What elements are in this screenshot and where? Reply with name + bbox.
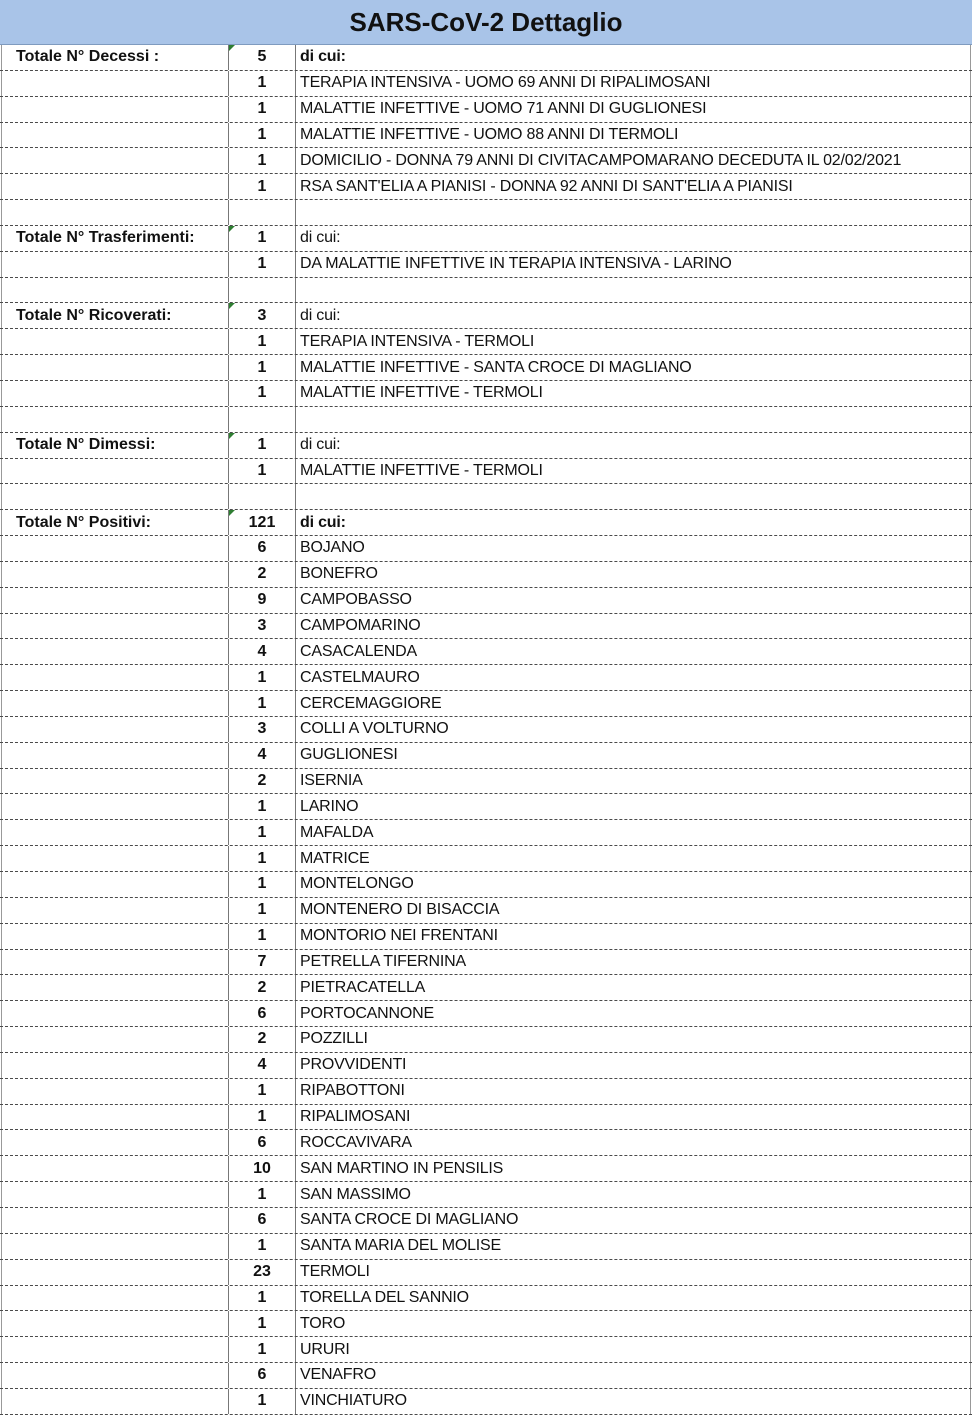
empty-cell (0, 769, 228, 794)
cell-border (295, 407, 296, 432)
table-row (0, 459, 972, 485)
row-description: SANTA CROCE DI MAGLIANO (300, 1211, 519, 1229)
row-description: MALATTIE INFETTIVE - TERMOLI (300, 461, 543, 479)
table-row (0, 381, 972, 407)
section-label: Totale N° Trasferimenti: (16, 229, 195, 247)
section-label: Totale N° Dimessi: (16, 436, 156, 454)
row-count: 6 (257, 1133, 267, 1151)
empty-cell (0, 1079, 228, 1104)
table-row (0, 820, 972, 846)
table-row (0, 1363, 972, 1389)
cell-border (295, 924, 296, 949)
cell-border (295, 665, 296, 690)
cell-border (295, 1130, 296, 1155)
row-count: 10 (253, 1159, 271, 1177)
cell-border (295, 846, 296, 871)
empty-cell (0, 459, 228, 484)
di-cui-label: di cui: (300, 229, 341, 247)
table-row (0, 639, 972, 665)
row-count: 23 (253, 1263, 271, 1281)
cell-border (970, 407, 971, 432)
cell-border (295, 717, 296, 742)
table-row (0, 562, 972, 588)
empty-cell (0, 381, 228, 406)
empty-cell (0, 174, 228, 199)
row-description: COLLI A VOLTURNO (300, 720, 449, 738)
row-description: ROCCAVIVARA (300, 1133, 412, 1151)
table-row (0, 872, 972, 898)
row-description: TERMOLI (300, 1263, 370, 1281)
empty-cell (0, 1234, 228, 1259)
cell-border (228, 407, 229, 432)
di-cui-label: di cui: (300, 436, 341, 454)
row-description: RIPABOTTONI (300, 1082, 405, 1100)
table-row (0, 174, 972, 200)
row-description: POZZILLI (300, 1030, 368, 1048)
table-row (0, 1156, 972, 1182)
table-row (0, 1234, 972, 1260)
table-row (0, 329, 972, 355)
row-description: MONTENERO DI BISACCIA (300, 901, 500, 919)
section-label: Totale N° Decessi : (16, 48, 160, 66)
table-row (0, 355, 972, 381)
row-count: 4 (257, 746, 267, 764)
section-header-row (0, 510, 972, 536)
empty-cell (0, 1105, 228, 1130)
empty-cell (0, 1208, 228, 1233)
cell-border (295, 1234, 296, 1259)
cell-border (295, 1311, 296, 1336)
cell-border (295, 484, 296, 509)
row-count: 1 (257, 1185, 267, 1203)
table-row (0, 1079, 972, 1105)
row-count: 1 (257, 927, 267, 945)
empty-cell (0, 148, 228, 173)
cell-border (295, 1001, 296, 1026)
row-description: MALATTIE INFETTIVE - UOMO 71 ANNI DI GUGLIONESI (300, 100, 707, 118)
row-count: 1 (257, 151, 267, 169)
cell-border (970, 484, 971, 509)
table-row (0, 1286, 972, 1312)
row-count: 1 (257, 1340, 267, 1358)
cell-border (295, 536, 296, 561)
empty-cell (0, 846, 228, 871)
row-description: CAMPOMARINO (300, 616, 421, 634)
empty-cell (0, 1363, 228, 1388)
table-row (0, 665, 972, 691)
row-description: MALATTIE INFETTIVE - TERMOLI (300, 384, 543, 402)
table-row (0, 846, 972, 872)
cell-border (228, 200, 229, 225)
empty-cell (0, 665, 228, 690)
empty-cell (0, 562, 228, 587)
row-count: 1 (257, 901, 267, 919)
row-count: 2 (257, 1030, 267, 1048)
row-count: 2 (257, 772, 267, 790)
cell-border (295, 562, 296, 587)
row-description: MONTELONGO (300, 875, 414, 893)
row-count: 1 (257, 875, 267, 893)
cell-border (295, 1053, 296, 1078)
empty-cell (0, 1389, 228, 1414)
cell-border (295, 820, 296, 845)
row-description: MONTORIO NEI FRENTANI (300, 927, 498, 945)
cell-border (295, 45, 296, 70)
empty-cell (0, 717, 228, 742)
row-count: 1 (257, 849, 267, 867)
cell-border (295, 1182, 296, 1207)
row-count: 6 (257, 1004, 267, 1022)
empty-cell (0, 1156, 228, 1181)
row-count: 1 (257, 1314, 267, 1332)
cell-border (295, 226, 296, 251)
row-count: 4 (257, 642, 267, 660)
di-cui-label: di cui: (300, 306, 341, 324)
section-label: Totale N° Positivi: (16, 513, 152, 531)
row-count: 1 (257, 74, 267, 92)
row-description: CASACALENDA (300, 642, 417, 660)
row-description: CASTELMAURO (300, 668, 420, 686)
row-description: VINCHIATURO (300, 1392, 407, 1410)
empty-cell (0, 1286, 228, 1311)
empty-cell (0, 794, 228, 819)
row-description: PROVVIDENTI (300, 1056, 407, 1074)
cell-border (295, 1105, 296, 1130)
empty-cell (0, 950, 228, 975)
empty-cell (0, 1260, 228, 1285)
row-count: 1 (257, 668, 267, 686)
cell-border (295, 975, 296, 1000)
table-row (0, 975, 972, 1001)
row-count: 1 (257, 1392, 267, 1410)
row-count: 6 (257, 539, 267, 557)
cell-border (295, 303, 296, 328)
cell-border (295, 794, 296, 819)
empty-cell (0, 1311, 228, 1336)
table-row (0, 769, 972, 795)
cell-border (295, 123, 296, 148)
cell-border (295, 588, 296, 613)
row-description: MATRICE (300, 849, 370, 867)
cell-border (295, 252, 296, 277)
row-count: 6 (257, 1211, 267, 1229)
section-header-row (0, 303, 972, 329)
cell-border (295, 278, 296, 303)
row-count: 9 (257, 591, 267, 609)
section-total: 1 (257, 436, 267, 454)
empty-cell (0, 614, 228, 639)
empty-cell (0, 1001, 228, 1026)
row-description: PORTOCANNONE (300, 1004, 434, 1022)
cell-border (295, 174, 296, 199)
empty-cell (0, 329, 228, 354)
empty-cell (0, 975, 228, 1000)
table-row (0, 691, 972, 717)
blank-row (0, 278, 972, 304)
cell-border (295, 1208, 296, 1233)
row-description: TERAPIA INTENSIVA - TERMOLI (300, 332, 535, 350)
cell-border (1, 484, 2, 509)
cell-border (295, 510, 296, 535)
table-row (0, 71, 972, 97)
row-count: 1 (257, 1082, 267, 1100)
row-count: 3 (257, 720, 267, 738)
table-row (0, 1182, 972, 1208)
empty-cell (0, 588, 228, 613)
cell-border (295, 691, 296, 716)
row-count: 1 (257, 384, 267, 402)
empty-cell (0, 71, 228, 96)
row-count: 7 (257, 952, 267, 970)
table-row (0, 1311, 972, 1337)
row-count: 1 (257, 125, 267, 143)
cell-border (1, 407, 2, 432)
table-row (0, 717, 972, 743)
cell-border (228, 484, 229, 509)
row-description: RIPALIMOSANI (300, 1108, 411, 1126)
row-count: 1 (257, 100, 267, 118)
table-row (0, 148, 972, 174)
table-row (0, 97, 972, 123)
empty-cell (0, 1182, 228, 1207)
cell-border (228, 278, 229, 303)
row-count: 1 (257, 332, 267, 350)
row-description: BOJANO (300, 539, 365, 557)
blank-row (0, 200, 972, 226)
empty-cell (0, 1130, 228, 1155)
cell-border (295, 433, 296, 458)
cell-border (295, 148, 296, 173)
table-row (0, 1001, 972, 1027)
row-count: 3 (257, 616, 267, 634)
row-count: 2 (257, 565, 267, 583)
sheet-title: SARS-CoV-2 Dettaglio (0, 0, 972, 45)
empty-cell (0, 743, 228, 768)
empty-cell (0, 1053, 228, 1078)
row-count: 1 (257, 1108, 267, 1126)
cell-border (295, 329, 296, 354)
row-count: 4 (257, 1056, 267, 1074)
cell-border (295, 743, 296, 768)
row-count: 6 (257, 1366, 267, 1384)
table-row (0, 588, 972, 614)
cell-border (295, 1156, 296, 1181)
row-count: 1 (257, 177, 267, 195)
table-row (0, 1105, 972, 1131)
row-description: SANTA MARIA DEL MOLISE (300, 1237, 501, 1255)
table-row (0, 614, 972, 640)
row-description: MALATTIE INFETTIVE - UOMO 88 ANNI DI TERMOLI (300, 125, 679, 143)
row-description: TORO (300, 1314, 346, 1332)
row-description: CAMPOBASSO (300, 591, 412, 609)
section-header-row (0, 226, 972, 252)
table-row (0, 1260, 972, 1286)
cell-border (295, 1337, 296, 1362)
di-cui-label: di cui: (300, 48, 346, 66)
section-total: 1 (257, 229, 267, 247)
row-description: TERAPIA INTENSIVA - UOMO 69 ANNI DI RIPALIMOSANI (300, 74, 711, 92)
table-row (0, 794, 972, 820)
row-count: 1 (257, 358, 267, 376)
row-description: GUGLIONESI (300, 746, 398, 764)
table-row (0, 252, 972, 278)
section-total: 121 (248, 513, 276, 531)
empty-cell (0, 252, 228, 277)
row-count: 1 (257, 694, 267, 712)
section-total: 3 (257, 306, 267, 324)
row-description: SAN MASSIMO (300, 1185, 411, 1203)
cell-border (295, 614, 296, 639)
row-count: 1 (257, 461, 267, 479)
section-label: Totale N° Ricoverati: (16, 306, 172, 324)
empty-cell (0, 1337, 228, 1362)
empty-cell (0, 872, 228, 897)
row-description: PETRELLA TIFERNINA (300, 952, 466, 970)
table-row (0, 1337, 972, 1363)
cell-border (1, 200, 2, 225)
cell-border (295, 769, 296, 794)
cell-border (295, 381, 296, 406)
empty-cell (0, 924, 228, 949)
cell-border (295, 200, 296, 225)
row-description: TORELLA DEL SANNIO (300, 1288, 469, 1306)
empty-cell (0, 536, 228, 561)
section-total: 5 (257, 48, 267, 66)
row-count: 1 (257, 823, 267, 841)
cell-border (970, 200, 971, 225)
table-row (0, 536, 972, 562)
row-count: 1 (257, 255, 267, 273)
table-row (0, 898, 972, 924)
row-description: MAFALDA (300, 823, 374, 841)
row-description: DOMICILIO - DONNA 79 ANNI DI CIVITACAMPOMARANO DECEDUTA IL 02/02/2021 (300, 151, 902, 169)
row-description: RSA SANT'ELIA A PIANISI - DONNA 92 ANNI DI SANT'ELIA A PIANISI (300, 177, 793, 195)
blank-row (0, 484, 972, 510)
cell-border (295, 71, 296, 96)
row-description: CERCEMAGGIORE (300, 694, 442, 712)
row-description: BONEFRO (300, 565, 378, 583)
cell-border (295, 898, 296, 923)
cell-border (295, 1260, 296, 1285)
table-row (0, 1208, 972, 1234)
empty-cell (0, 691, 228, 716)
cell-border (295, 950, 296, 975)
cell-border (295, 1027, 296, 1052)
row-description: SAN MARTINO IN PENSILIS (300, 1159, 504, 1177)
di-cui-label: di cui: (300, 513, 346, 531)
row-count: 2 (257, 978, 267, 996)
empty-cell (0, 820, 228, 845)
row-description: DA MALATTIE INFETTIVE IN TERAPIA INTENSIVA - LARINO (300, 255, 732, 273)
table-row (0, 743, 972, 769)
empty-cell (0, 898, 228, 923)
cell-border (295, 1079, 296, 1104)
cell-border (970, 278, 971, 303)
row-description: URURI (300, 1340, 350, 1358)
empty-cell (0, 355, 228, 380)
cell-border (295, 1363, 296, 1388)
row-description: MALATTIE INFETTIVE - SANTA CROCE DI MAGLIANO (300, 358, 692, 376)
table-row (0, 924, 972, 950)
empty-cell (0, 639, 228, 664)
cell-border (295, 459, 296, 484)
empty-cell (0, 97, 228, 122)
cell-border (1, 278, 2, 303)
row-description: PIETRACATELLA (300, 978, 426, 996)
table-row (0, 1389, 972, 1415)
table-row (0, 123, 972, 149)
section-header-row (0, 45, 972, 71)
row-count: 1 (257, 1237, 267, 1255)
table-row (0, 1027, 972, 1053)
row-description: LARINO (300, 797, 359, 815)
cell-border (295, 1286, 296, 1311)
row-description: ISERNIA (300, 772, 363, 790)
table-row (0, 1053, 972, 1079)
cell-border (295, 872, 296, 897)
empty-cell (0, 123, 228, 148)
row-description: VENAFRO (300, 1366, 376, 1384)
cell-border (295, 639, 296, 664)
row-count: 1 (257, 797, 267, 815)
blank-row (0, 407, 972, 433)
row-count: 1 (257, 1288, 267, 1306)
cell-border (295, 1389, 296, 1414)
cell-border (295, 355, 296, 380)
section-header-row (0, 433, 972, 459)
detail-table (0, 45, 972, 1415)
table-row (0, 1130, 972, 1156)
cell-border (295, 97, 296, 122)
table-row (0, 950, 972, 976)
empty-cell (0, 1027, 228, 1052)
